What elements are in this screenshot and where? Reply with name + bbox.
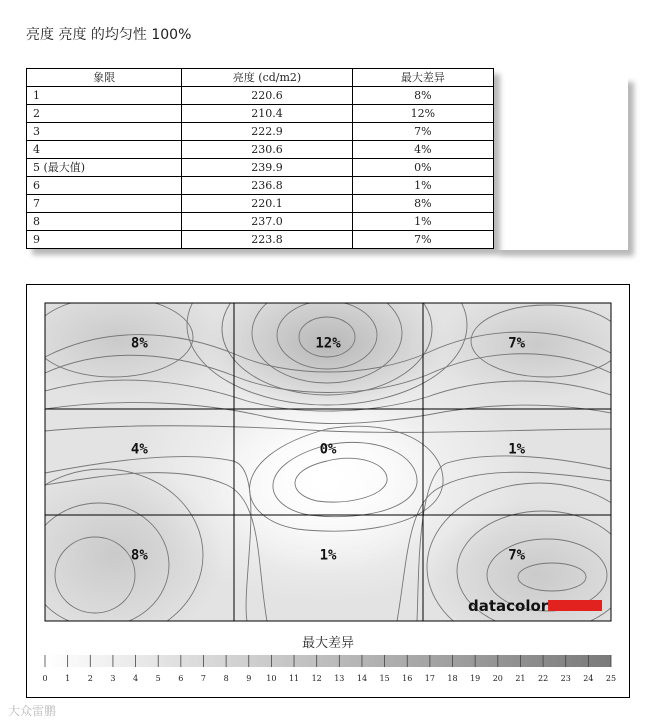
scale-tick-label: 6 <box>178 674 184 683</box>
quadrant-value-label: 8% <box>130 335 148 352</box>
scale-bar <box>45 655 611 667</box>
scale-tick-label: 2 <box>87 674 93 683</box>
uniformity-chart <box>26 284 630 698</box>
cell-luminance: 222.9 <box>182 123 352 141</box>
cell-luminance: 237.0 <box>182 213 352 231</box>
table-row <box>27 141 494 159</box>
table-row <box>27 213 494 231</box>
cell-luminance: 230.6 <box>182 141 352 159</box>
quadrant-value-label: 4% <box>130 441 148 458</box>
scale-tick-label: 16 <box>402 674 413 683</box>
cell-quadrant: 3 <box>27 123 182 141</box>
scale-tick-label: 14 <box>356 674 368 683</box>
cell-luminance: 223.8 <box>182 231 352 249</box>
scale-tick-label: 17 <box>424 674 435 683</box>
scale-label: 最大差异 <box>301 636 355 651</box>
cell-max-diff: 8% <box>352 87 493 105</box>
table-row <box>27 177 494 195</box>
quadrant-value-label: 12% <box>315 335 341 352</box>
cell-max-diff: 4% <box>352 141 493 159</box>
scale-tick-label: 24 <box>583 674 594 683</box>
cell-quadrant: 5 (最大值) <box>27 159 182 177</box>
quadrant-value-label: 1% <box>508 441 526 458</box>
scale-tick-label: 1 <box>65 674 71 683</box>
table-row <box>27 87 494 105</box>
cell-luminance: 220.6 <box>182 87 352 105</box>
cell-quadrant: 9 <box>27 231 182 249</box>
cell-max-diff: 7% <box>352 231 493 249</box>
cell-quadrant: 2 <box>27 105 182 123</box>
brand-red-bar <box>548 600 602 611</box>
scale-tick-label: 20 <box>492 674 503 683</box>
cell-max-diff: 0% <box>352 159 493 177</box>
scale-tick-label: 9 <box>246 674 252 683</box>
cell-max-diff: 1% <box>352 213 493 231</box>
table-row <box>27 195 494 213</box>
scale-tick-label: 0 <box>42 674 48 683</box>
brand-text: datacolor <box>468 597 549 615</box>
quadrant-value-label: 1% <box>319 547 337 564</box>
quadrant-value-label: 0% <box>319 441 337 458</box>
header-max-diff: 最大差异 <box>352 69 493 87</box>
scale-tick-label: 23 <box>560 674 571 683</box>
cell-quadrant: 7 <box>27 195 182 213</box>
scale-tick-label: 21 <box>515 674 526 683</box>
table-row <box>27 159 494 177</box>
scale-tick-label: 13 <box>334 674 345 683</box>
cell-quadrant: 1 <box>27 87 182 105</box>
table-row <box>27 105 494 123</box>
table-header-row <box>27 69 494 87</box>
scale-tick-label: 18 <box>447 674 458 683</box>
scale-tick-label: 25 <box>605 674 617 683</box>
quadrant-value-label: 8% <box>130 547 148 564</box>
scale-tick-label: 15 <box>379 674 390 683</box>
table-row <box>27 231 494 249</box>
scale-tick-label: 4 <box>133 674 139 683</box>
cell-luminance: 236.8 <box>182 177 352 195</box>
table-shadow-panel <box>494 76 628 250</box>
uniformity-table <box>26 68 494 249</box>
scale-tick-label: 3 <box>110 674 116 683</box>
scale-tick-label: 22 <box>537 674 549 683</box>
page-title: 亮度 亮度 的均匀性 100% <box>26 27 192 43</box>
cell-luminance: 220.1 <box>182 195 352 213</box>
cell-max-diff: 1% <box>352 177 493 195</box>
scale-tick-label: 10 <box>266 674 277 683</box>
quadrant-value-label: 7% <box>508 335 526 352</box>
cell-max-diff: 7% <box>352 123 493 141</box>
cell-quadrant: 6 <box>27 177 182 195</box>
cell-luminance: 239.9 <box>182 159 352 177</box>
cell-max-diff: 8% <box>352 195 493 213</box>
scale-tick-label: 12 <box>311 674 322 683</box>
watermark: 大众雷鹏 <box>8 704 57 718</box>
scale-tick-label: 5 <box>155 674 161 683</box>
cell-luminance: 210.4 <box>182 105 352 123</box>
cell-quadrant: 8 <box>27 213 182 231</box>
table-row <box>27 123 494 141</box>
scale-tick-label: 8 <box>223 674 229 683</box>
header-luminance: 亮度 (cd/m2) <box>182 69 352 87</box>
scale-tick-label: 19 <box>470 674 481 683</box>
quadrant-value-label: 7% <box>508 547 526 564</box>
scale-tick-label: 7 <box>200 674 207 683</box>
header-quadrant: 象限 <box>27 69 182 87</box>
scale-tick-label: 11 <box>288 674 300 683</box>
uniformity-heatmap <box>27 285 629 697</box>
cell-max-diff: 12% <box>352 105 493 123</box>
cell-quadrant: 4 <box>27 141 182 159</box>
